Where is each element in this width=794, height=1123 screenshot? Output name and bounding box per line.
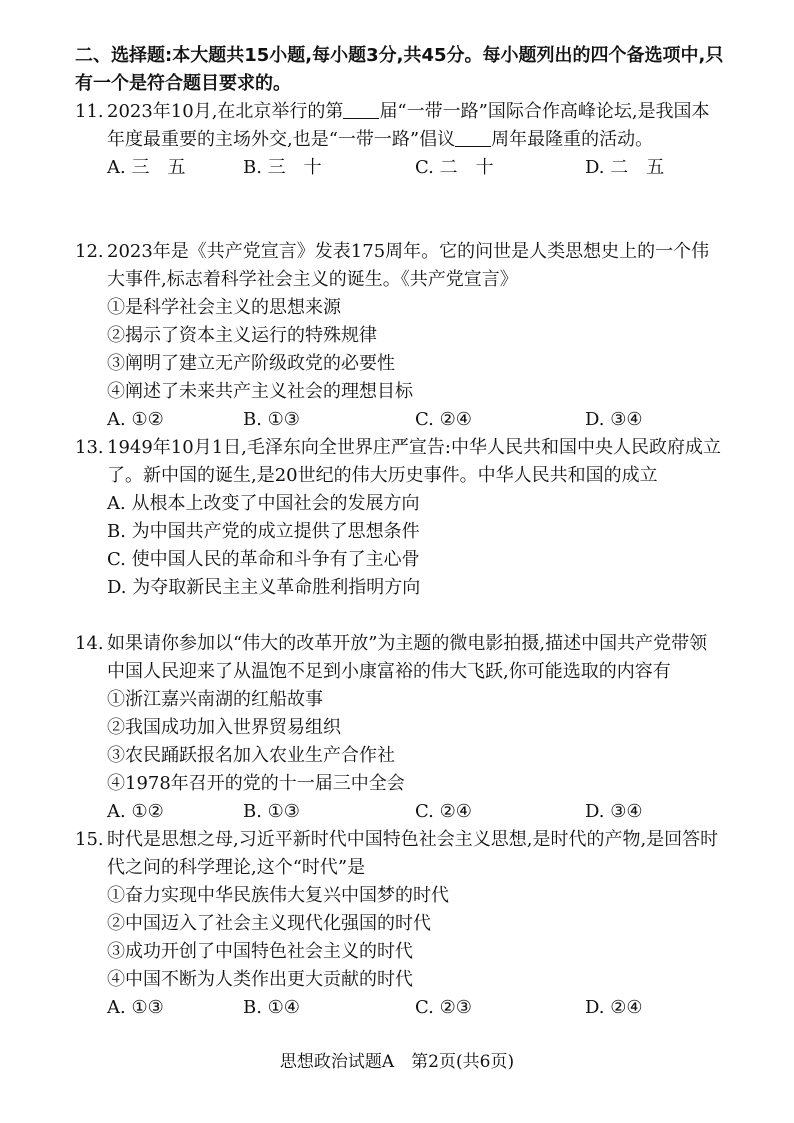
option-c: C. ②④ <box>415 409 472 430</box>
page-footer: 思想政治试题A 第2页(共6页) <box>279 1052 515 1072</box>
options-row <box>75 798 725 826</box>
options-row <box>75 154 725 182</box>
question-15 <box>75 826 725 1022</box>
statement-2: ②揭示了资本主义运行的特殊规律 <box>107 325 377 346</box>
option-a: A. ①③ <box>107 997 164 1018</box>
statement-2: ②我国成功加入世界贸易组织 <box>107 717 341 738</box>
question-14 <box>75 630 725 826</box>
stem-text: 2023年是《共产党宣言》发表175周年。它的问世是人类思想史上的一个伟大事件,标志着科学社会主义的诞生。《共产党宣言》 <box>107 241 710 290</box>
option-d: D. ②④ <box>585 997 643 1018</box>
answer-blank <box>455 128 491 147</box>
section-header: 二、选择题:本大题共15小题,每小题3分,共45分。每小题列出的四个备选项中,只有一个是符合题目要求的。 <box>75 45 724 94</box>
question-stem <box>75 98 725 154</box>
statement-1: ①浙江嘉兴南湖的红船故事 <box>107 689 323 710</box>
question-13 <box>75 434 725 602</box>
option-c: C. ②③ <box>415 997 472 1018</box>
option-d: D. 二 五 <box>585 157 665 178</box>
option-c: C. ②④ <box>415 801 472 822</box>
question-number: 14. <box>75 633 104 654</box>
option-b: B. ①④ <box>243 997 300 1018</box>
statement-3: ③农民踊跃报名加入农业生产合作社 <box>107 745 395 766</box>
option-c: C. 二 十 <box>415 157 494 178</box>
stem-part-2: 届“一带一路”国际合作高峰论坛,是我国本年度最重要的主场外交,也是“一带一路”倡议 <box>107 101 710 150</box>
option-d: D. ③④ <box>585 801 643 822</box>
question-12 <box>75 238 725 434</box>
stem-part-1: 2023年10月,在北京举行的第 <box>107 101 344 122</box>
statement-4: ④中国不断为人类作出更大贡献的时代 <box>107 969 413 990</box>
options-row <box>75 994 725 1022</box>
question-11 <box>75 98 725 182</box>
question-number: 12. <box>75 241 104 262</box>
statement-2: ②中国迈入了社会主义现代化强国的时代 <box>107 913 431 934</box>
statement-4: ④阐述了未来共产主义社会的理想目标 <box>107 381 413 402</box>
question-number: 11. <box>75 101 104 122</box>
option-b: B. 为中国共产党的成立提供了思想条件 <box>107 521 420 542</box>
option-a: A. ①② <box>107 801 164 822</box>
option-b: B. 三 十 <box>243 157 322 178</box>
stem-text: 时代是思想之母,习近平新时代中国特色社会主义思想,是时代的产物,是回答时代之问的科学理论,这个“时代”是 <box>107 829 719 878</box>
statement-3: ③成功开创了中国特色社会主义的时代 <box>107 941 413 962</box>
stem-text: 如果请你参加以“伟大的改革开放”为主题的微电影拍摄,描述中国共产党带领中国人民迎来了从温饱不足到小康富裕的伟大飞跃,你可能选取的内容有 <box>107 633 708 682</box>
question-number: 13. <box>75 437 104 458</box>
option-c: C. 使中国人民的革命和斗争有了主心骨 <box>107 549 420 570</box>
statement-1: ①是科学社会主义的思想来源 <box>107 297 341 318</box>
option-d: D. 为夺取新民主主义革命胜利指明方向 <box>107 577 421 598</box>
options-row <box>75 406 725 434</box>
option-d: D. ③④ <box>585 409 643 430</box>
question-stem <box>75 630 725 686</box>
answer-blank <box>343 100 379 119</box>
question-stem <box>75 826 725 882</box>
statement-4: ④1978年召开的党的十一届三中全会 <box>107 773 405 794</box>
question-stem <box>75 434 725 490</box>
option-a: A. 三 五 <box>107 157 186 178</box>
question-number: 15. <box>75 829 104 850</box>
option-a: A. 从根本上改变了中国社会的发展方向 <box>107 493 420 514</box>
stem-text: 1949年10月1日,毛泽东向全世界庄严宣告:中华人民共和国中央人民政府成立了。新中国的诞生,是20世纪的伟大历史事件。中华人民共和国的成立 <box>107 437 721 486</box>
option-a: A. ①② <box>107 409 164 430</box>
question-stem <box>75 238 725 294</box>
statement-3: ③阐明了建立无产阶级政党的必要性 <box>107 353 395 374</box>
stem-part-3: 周年最隆重的活动。 <box>491 129 654 150</box>
option-b: B. ①③ <box>243 409 300 430</box>
option-b: B. ①③ <box>243 801 300 822</box>
statement-1: ①奋力实现中华民族伟大复兴中国梦的时代 <box>107 885 449 906</box>
